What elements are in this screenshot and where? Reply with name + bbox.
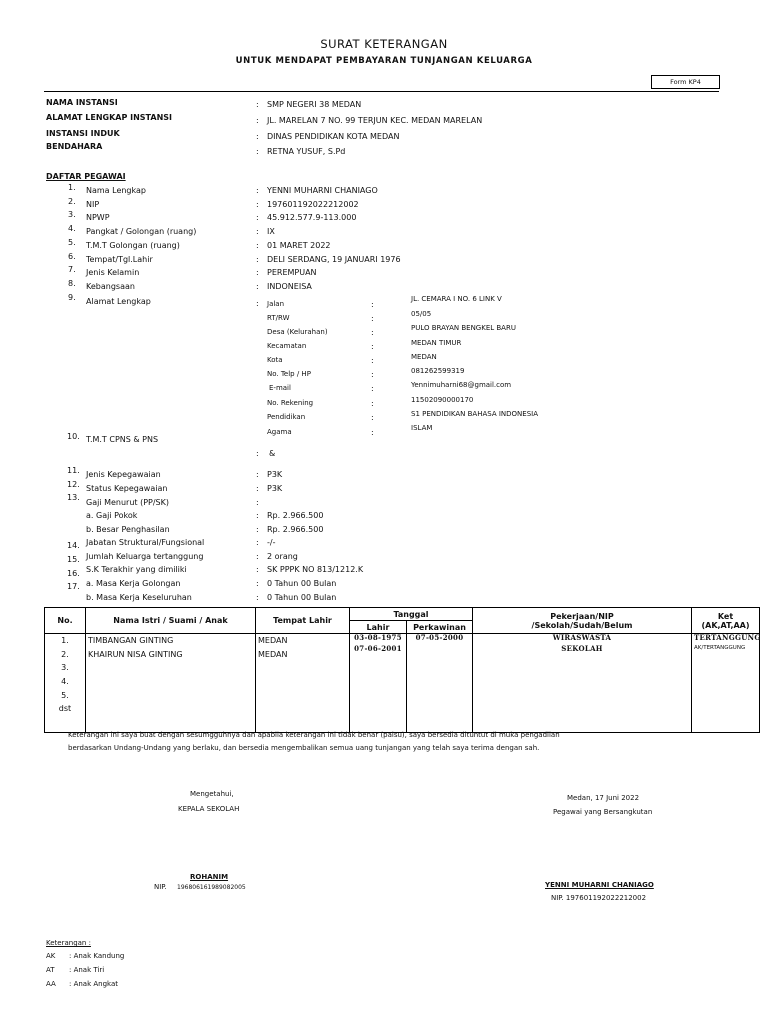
- pegawai-label: Kebangsaan: [86, 282, 135, 291]
- colon: :: [256, 511, 259, 520]
- colon: :: [256, 268, 259, 277]
- alamat-field-value: ISLAM: [411, 424, 433, 432]
- lahir-value: 07-06-2001: [354, 644, 402, 653]
- nama-value: KHAIRUN NISA GINTING: [88, 649, 183, 659]
- pegawai-value: IX: [267, 227, 275, 236]
- colon: :: [371, 384, 374, 393]
- alamat-label: Alamat Lengkap: [86, 297, 151, 306]
- colon: :: [256, 282, 259, 291]
- document-title: SURAT KETERANGAN: [320, 37, 448, 51]
- keterangan-desc: : Anak Tiri: [69, 966, 105, 974]
- header-ket: [692, 608, 760, 634]
- colon: :: [256, 116, 259, 125]
- colon: :: [256, 255, 259, 264]
- alamat-field-label: E-mail: [269, 384, 291, 392]
- instansi-address-label: ALAMAT LENGKAP INSTANSI: [46, 113, 173, 122]
- keterangan-code: AA: [46, 980, 56, 988]
- pegawai-value: 2 orang: [267, 552, 298, 561]
- header-no: No.: [45, 608, 86, 634]
- alamat-field-label: Pendidikan: [267, 413, 306, 421]
- colon: :: [371, 370, 374, 379]
- alamat-number: 9.: [68, 293, 76, 302]
- row-number: 5.: [61, 690, 69, 700]
- instansi-induk-label: INSTANSI INDUK: [46, 129, 120, 138]
- colon: :: [256, 100, 259, 109]
- perkawinan-value: [409, 643, 470, 654]
- pegawai-label: Status Kepegawaian: [86, 484, 168, 493]
- keterangan-desc: : Anak Angkat: [69, 980, 119, 988]
- pegawai-label: a. Gaji Pokok: [86, 511, 138, 520]
- statement-line-1: Keterangan ini saya buat dengan sesumgguhnya dan apabila keterangan ini tidak benar (palsu), saya bersedia dituntut di muka pengadilan: [68, 731, 560, 739]
- daftar-pegawai-title: DAFTAR PEGAWAI: [46, 172, 126, 181]
- row-number: 1.: [61, 636, 69, 645]
- pegawai-label: Jenis Kepegawaian: [86, 470, 161, 479]
- alamat-field-label: Kota: [267, 356, 283, 364]
- tmt-cpns-value: &: [269, 449, 276, 458]
- pegawai-number: 15.: [67, 555, 80, 564]
- alamat-field-value: MEDAN: [411, 353, 437, 361]
- colon: :: [256, 525, 259, 534]
- tmt-cpns-number: 10.: [67, 432, 80, 441]
- pegawai-label: b. Besar Penghasilan: [86, 525, 170, 534]
- pegawai-number: 17.: [67, 582, 80, 591]
- alamat-field-label: Kecamatan: [267, 342, 307, 350]
- pegawai-label: Pangkat / Golongan (ruang): [86, 227, 197, 236]
- alamat-field-value: 081262599319: [411, 367, 465, 375]
- pegawai-label: Jenis Kelamin: [86, 268, 140, 277]
- alamat-field-label: Agama: [267, 428, 292, 436]
- pegawai-value: 45.912.577.9-113.000: [267, 213, 357, 222]
- pegawai-value: 0 Tahun 00 Bulan: [267, 579, 337, 588]
- row-number: 3.: [61, 663, 69, 673]
- pegawai-label: Jabatan Struktural/Fungsional: [86, 538, 205, 547]
- alamat-field-value: 11502090000170: [411, 396, 474, 404]
- pegawai-number: 5.: [68, 238, 76, 247]
- signature-right-nip: NIP. 197601192022212002: [551, 894, 647, 902]
- colon: :: [256, 552, 259, 561]
- colon: :: [256, 449, 259, 458]
- tempat-cell: [256, 634, 350, 733]
- pegawai-number: 16.: [67, 569, 80, 578]
- alamat-field-label: No. Rekening: [267, 399, 314, 407]
- header-tanggal: Tanggal: [350, 608, 473, 621]
- instansi-address-value: JL. MARELAN 7 NO. 99 TERJUN KEC. MEDAN MARELAN: [267, 116, 483, 125]
- keterangan-title: Keterangan :: [46, 939, 91, 947]
- form-code-box: Form KP4: [651, 75, 720, 89]
- colon: :: [256, 147, 259, 156]
- header-nama: Nama Istri / Suami / Anak: [86, 608, 256, 634]
- header-perkawinan: Perkawinan: [407, 621, 473, 634]
- family-table: [44, 607, 760, 733]
- colon: :: [256, 213, 259, 222]
- nama-value: TIMBANGAN GINTING: [88, 636, 174, 645]
- pegawai-label: Nama Lengkap: [86, 186, 146, 195]
- alamat-field-label: No. Telp / HP: [267, 370, 311, 378]
- colon: :: [256, 579, 259, 588]
- pegawai-label: NPWP: [86, 213, 110, 222]
- row-number-cell: [45, 634, 86, 733]
- colon: :: [371, 428, 374, 437]
- colon: :: [256, 538, 259, 547]
- header-ket-line2: (AK,AT,AA): [701, 620, 750, 630]
- row-number: 4.: [61, 677, 69, 687]
- pegawai-number: 11.: [67, 466, 80, 475]
- colon: :: [256, 565, 259, 574]
- alamat-field-value: Yennimuharni68@gmail.com: [411, 381, 512, 389]
- pegawai-number: 1.: [68, 183, 76, 192]
- alamat-field-value: MEDAN TIMUR: [411, 339, 462, 347]
- pegawai-label: S.K Terakhir yang dimiliki: [86, 565, 187, 574]
- signature-left-line1: Mengetahui,: [190, 790, 234, 798]
- pegawai-label: NIP: [86, 200, 100, 209]
- bendahara-value: RETNA YUSUF, S.Pd: [267, 147, 346, 156]
- pegawai-value: P3K: [267, 484, 283, 493]
- lahir-cell: [350, 634, 407, 733]
- pekerjaan-cell: [473, 634, 692, 733]
- pegawai-value: P3K: [267, 470, 283, 479]
- colon: :: [371, 413, 374, 422]
- perkawinan-value: 07-05-2000: [415, 633, 464, 642]
- lahir-value: 03-08-1975: [354, 633, 402, 642]
- alamat-field-value: JL. CEMARA I NO. 6 LINK V: [411, 295, 502, 303]
- colon: :: [371, 328, 374, 337]
- pegawai-value: PEREMPUAN: [267, 268, 317, 277]
- row-number: 2.: [61, 649, 69, 659]
- alamat-field-value: PULO BRAYAN BENGKEL BARU: [411, 324, 516, 332]
- signature-right-role: Pegawai yang Bersangkutan: [553, 808, 653, 816]
- header-divider: [44, 91, 719, 92]
- alamat-field-label: RT/RW: [267, 314, 290, 322]
- instansi-name-label: NAMA INSTANSI: [46, 98, 118, 107]
- colon: :: [256, 299, 259, 308]
- pegawai-label: T.M.T Golongan (ruang): [86, 241, 180, 250]
- pegawai-number: 3.: [68, 210, 76, 219]
- pekerjaan-value: WIRASWASTA: [552, 633, 612, 642]
- instansi-induk-value: DINAS PENDIDIKAN KOTA MEDAN: [267, 132, 400, 141]
- colon: :: [371, 356, 374, 365]
- colon: :: [256, 227, 259, 236]
- header-lahir: Lahir: [350, 621, 407, 634]
- colon: :: [256, 484, 259, 493]
- nama-cell: [86, 634, 256, 733]
- row-number: dst: [58, 704, 72, 714]
- pegawai-label: Jumlah Keluarga tertanggung: [86, 552, 204, 561]
- pegawai-number: 14.: [67, 541, 80, 550]
- pegawai-value: DELI SERDANG, 19 JANUARI 1976: [267, 255, 401, 264]
- signature-left-line2: KEPALA SEKOLAH: [178, 805, 240, 813]
- tempat-value: MEDAN: [258, 636, 288, 645]
- colon: :: [371, 314, 374, 323]
- keterangan-code: AT: [46, 966, 55, 974]
- header-pekerjaan: [473, 608, 692, 634]
- colon: :: [371, 342, 374, 351]
- document-subtitle: UNTUK MENDAPAT PEMBAYARAN TUNJANGAN KELUARGA: [235, 56, 533, 66]
- ket-value: AK/TERTANGGUNG: [694, 645, 746, 651]
- pegawai-value: INDONEISA: [267, 282, 312, 291]
- colon: :: [256, 200, 259, 209]
- signature-left-nip-label: NIP.: [154, 883, 167, 891]
- colon: :: [256, 241, 259, 250]
- colon: :: [371, 300, 374, 309]
- pegawai-number: 6.: [68, 252, 76, 261]
- alamat-field-label: Desa (Kelurahan): [267, 328, 328, 336]
- keterangan-code: AK: [46, 952, 56, 960]
- signature-right-name: YENNI MUHARNI CHANIAGO: [545, 881, 654, 889]
- instansi-name-value: SMP NEGERI 38 MEDAN: [267, 100, 362, 109]
- pegawai-value: 0 Tahun 00 Bulan: [267, 593, 337, 602]
- pegawai-label: b. Masa Kerja Keseluruhan: [86, 593, 192, 602]
- keterangan-desc: : Anak Kandung: [69, 952, 125, 960]
- alamat-field-value: 05/05: [411, 310, 432, 318]
- ket-value: TERTANGGUNG: [694, 633, 761, 642]
- pegawai-number: 7.: [68, 265, 76, 274]
- pegawai-number: 8.: [68, 279, 76, 288]
- pegawai-value: Rp. 2.966.500: [267, 525, 324, 534]
- tmt-cpns-label: T.M.T CPNS & PNS: [86, 435, 159, 444]
- pegawai-value: YENNI MUHARNI CHANIAGO: [267, 186, 378, 195]
- pegawai-number: 4.: [68, 224, 76, 233]
- pekerjaan-value: SEKOLAH: [561, 644, 603, 653]
- pegawai-number: 2.: [68, 197, 76, 206]
- ket-cell: [692, 634, 760, 733]
- pegawai-value: 01 MARET 2022: [267, 241, 331, 250]
- pegawai-value: 197601192022212002: [267, 200, 359, 209]
- alamat-field-label: Jalan: [267, 300, 285, 308]
- header-pekerjaan-line1: Pekerjaan/NIP: [550, 611, 614, 621]
- colon: :: [371, 399, 374, 408]
- signature-left-name: ROHANIM: [190, 873, 229, 881]
- pegawai-label: a. Masa Kerja Golongan: [86, 579, 181, 588]
- pegawai-value: Rp. 2.966.500: [267, 511, 324, 520]
- pegawai-number: 12.: [67, 480, 80, 489]
- alamat-field-value: S1 PENDIDIKAN BAHASA INDONESIA: [411, 410, 539, 418]
- pegawai-label: Tempat/Tgl.Lahir: [86, 255, 153, 264]
- signature-left-nip: 196806161989082005: [177, 884, 246, 891]
- header-pekerjaan-line2: /Sekolah/Sudah/Belum: [531, 620, 633, 630]
- header-ket-line1: Ket: [717, 611, 734, 621]
- signature-right-date: Medan, 17 Juni 2022: [567, 794, 640, 802]
- colon: :: [256, 498, 259, 507]
- colon: :: [256, 132, 259, 141]
- pegawai-value: -/-: [267, 538, 276, 547]
- perkawinan-cell: [407, 634, 473, 733]
- pegawai-label: Gaji Menurut (PP/SK): [86, 498, 170, 507]
- tempat-value: MEDAN: [258, 649, 288, 659]
- header-tempat-lahir: Tempat Lahir: [256, 608, 350, 634]
- colon: :: [256, 593, 259, 602]
- statement-line-2: berdasarkan Undang-Undang yang berlaku, dan bersedia mengembalikan semua uang tunjangan yang telah saya terima dengan sah.: [68, 744, 540, 752]
- pegawai-number: 13.: [67, 493, 80, 502]
- colon: :: [256, 186, 259, 195]
- bendahara-label: BENDAHARA: [46, 142, 103, 151]
- pegawai-value: SK PPPK NO 813/1212.K: [267, 565, 364, 574]
- colon: :: [256, 470, 259, 479]
